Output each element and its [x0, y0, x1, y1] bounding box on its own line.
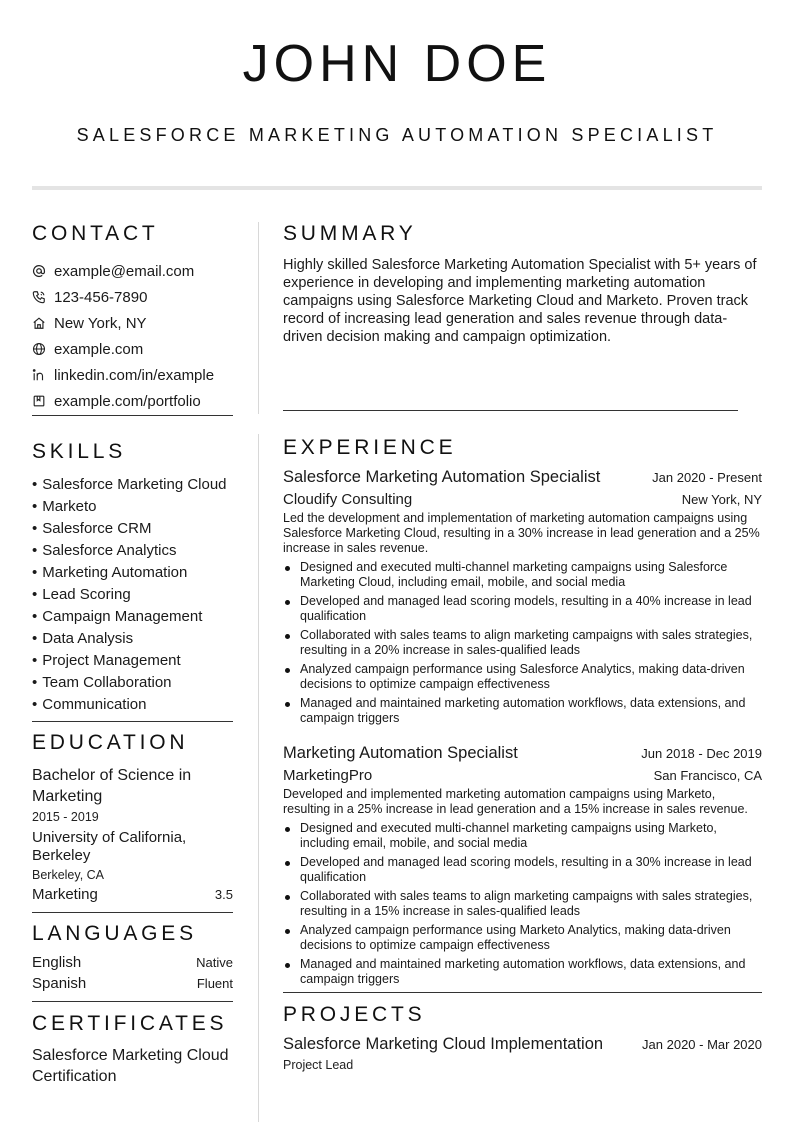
- certificates-heading: CERTIFICATES: [32, 1012, 228, 1035]
- job-dates: Jun 2018 - Dec 2019: [641, 746, 762, 761]
- linkedin-icon: [32, 368, 46, 382]
- job-location: San Francisco, CA: [653, 768, 762, 783]
- education-degree: Bachelor of Science in Marketing: [32, 767, 192, 805]
- globe-icon: [32, 342, 46, 356]
- skill-item: • Communication: [32, 694, 233, 716]
- skill-item: • Salesforce Marketing Cloud: [32, 474, 233, 496]
- column-divider: [258, 222, 259, 1122]
- job-subheader: [283, 491, 762, 508]
- education-section: [32, 731, 233, 913]
- section-divider: [32, 721, 233, 722]
- certificates-section: [32, 1012, 233, 1087]
- language-level: Fluent: [196, 976, 233, 991]
- contact-phone[interactable]: 123-456-7890: [32, 284, 233, 310]
- skill-item: • Project Management: [32, 650, 233, 672]
- job-bullets: [283, 560, 762, 726]
- languages-heading: LANGUAGES: [32, 922, 197, 945]
- job-title: Salesforce Marketing Automation Specialist: [283, 468, 601, 486]
- job-bullet: Developed and managed lead scoring models, resulting in a 40% increase in lead qualification: [283, 594, 762, 624]
- experience-heading: EXPERIENCE: [283, 436, 457, 459]
- header-divider: [32, 186, 762, 190]
- project-dates: Jan 2020 - Mar 2020: [642, 1037, 762, 1052]
- job-company: MarketingPro: [283, 767, 373, 784]
- portfolio-icon: [32, 394, 46, 408]
- project-header: [283, 1035, 762, 1054]
- section-divider: [32, 912, 233, 913]
- job-header: [283, 744, 762, 763]
- project-entry: [283, 1035, 762, 1072]
- projects-section: [283, 1003, 762, 1072]
- skills-list: [32, 474, 233, 716]
- contact-section: [32, 222, 233, 416]
- certificate-item: Salesforce Marketing Cloud Certification: [32, 1047, 229, 1085]
- job-bullet: Managed and maintained marketing automation workflows, data extensions, and campaign triggers: [283, 696, 762, 726]
- job-bullet: Collaborated with sales teams to align marketing campaigns with sales strategies, resulting in a 15% increase in sales-qualified leads: [283, 889, 762, 919]
- language-row: [32, 975, 233, 992]
- phone-icon: [32, 290, 46, 304]
- language-level: Native: [196, 955, 233, 970]
- job-header: [283, 468, 762, 487]
- right-column: [283, 222, 762, 1072]
- summary-section: [283, 222, 762, 411]
- summary-heading: SUMMARY: [283, 222, 417, 245]
- education-location: Berkeley, CA: [32, 868, 105, 882]
- language-name: English: [32, 954, 82, 971]
- left-column: [32, 222, 233, 1087]
- summary-text: Highly skilled Salesforce Marketing Automation Specialist with 5+ years of experience in developing and implementing marketing automation campaigns using Salesforce Marketing Cloud and Marketo. Proven track record of increasing lead generation and sales revenue through data-driven decision making and campaign optimization.: [283, 257, 757, 345]
- projects-heading: PROJECTS: [283, 1003, 426, 1026]
- education-heading: EDUCATION: [32, 731, 189, 754]
- contact-portfolio[interactable]: example.com/portfolio: [32, 388, 233, 414]
- job-title: Marketing Automation Specialist: [283, 744, 518, 762]
- language-row: [32, 954, 233, 971]
- section-divider: [32, 415, 233, 416]
- skill-item: • Salesforce CRM: [32, 518, 233, 540]
- skill-item: • Marketo: [32, 496, 233, 518]
- contact-linkedin[interactable]: linkedin.com/in/example: [32, 362, 233, 388]
- skill-item: • Salesforce Analytics: [32, 540, 233, 562]
- at-icon: [32, 264, 46, 278]
- skill-item: • Lead Scoring: [32, 584, 233, 606]
- job-bullets: [283, 821, 762, 987]
- skill-item: • Campaign Management: [32, 606, 233, 628]
- project-title: Salesforce Marketing Cloud Implementation: [283, 1035, 604, 1053]
- job-dates: Jan 2020 - Present: [652, 470, 762, 485]
- project-role: Project Lead: [283, 1058, 354, 1072]
- language-name: Spanish: [32, 975, 87, 992]
- experience-section: [283, 436, 762, 993]
- home-icon: [32, 316, 46, 330]
- job-bullet: Analyzed campaign performance using Salesforce Analytics, making data-driven decisions to optimize campaign effectiveness: [283, 662, 762, 692]
- section-divider: [283, 410, 738, 411]
- skill-item: • Marketing Automation: [32, 562, 233, 584]
- section-divider: [32, 1001, 233, 1002]
- education-gpa: 3.5: [214, 887, 233, 902]
- resume-job-title: SALESFORCE MARKETING AUTOMATION SPECIALIST: [76, 125, 718, 145]
- job-bullet: Developed and managed lead scoring models, resulting in a 30% increase in lead qualification: [283, 855, 762, 885]
- education-field-row: [32, 886, 233, 903]
- education-field: Marketing: [32, 886, 98, 903]
- contact-heading: CONTACT: [32, 222, 159, 245]
- job-bullet: Analyzed campaign performance using Marketo Analytics, making data-driven decisions to optimize campaign effectiveness: [283, 923, 762, 953]
- section-divider: [283, 992, 762, 993]
- job-description: Developed and implemented marketing automation campaigns using Marketo, resulting in a 25% increase in lead generation and a 15% increase in sales revenue.: [283, 787, 748, 816]
- education-years: 2015 - 2019: [32, 810, 99, 824]
- job-company: Cloudify Consulting: [283, 491, 413, 508]
- skill-item: • Team Collaboration: [32, 672, 233, 694]
- contact-location: New York, NY: [32, 310, 233, 336]
- job-bullet: Designed and executed multi-channel marketing campaigns using Marketo, including email, mobile, and social media: [283, 821, 762, 851]
- job-description: Led the development and implementation of marketing automation campaigns using Salesforce Marketing Cloud, resulting in a 30% increase in lead generation and a 25% increase in sales revenue.: [283, 511, 760, 555]
- job-location: New York, NY: [681, 492, 762, 507]
- job-entry: [283, 468, 762, 726]
- resume-name: JOHN DOE: [242, 35, 552, 93]
- contact-email[interactable]: example@email.com: [32, 258, 233, 284]
- skill-item: • Data Analysis: [32, 628, 233, 650]
- skills-section: [32, 440, 233, 722]
- contact-website[interactable]: example.com: [32, 336, 233, 362]
- job-bullet: Collaborated with sales teams to align marketing campaigns with sales strategies, resulting in a 20% increase in sales-qualified leads: [283, 628, 762, 658]
- job-entry: [283, 744, 762, 987]
- job-bullet: Designed and executed multi-channel marketing campaigns using Salesforce Marketing Cloud, including email, mobile, and social media: [283, 560, 762, 590]
- job-bullet: Managed and maintained marketing automation workflows, data extensions, and campaign triggers: [283, 957, 762, 987]
- skills-heading: SKILLS: [32, 440, 127, 463]
- languages-section: [32, 922, 233, 1002]
- job-subheader: [283, 767, 762, 784]
- education-school: University of California, Berkeley: [32, 829, 187, 864]
